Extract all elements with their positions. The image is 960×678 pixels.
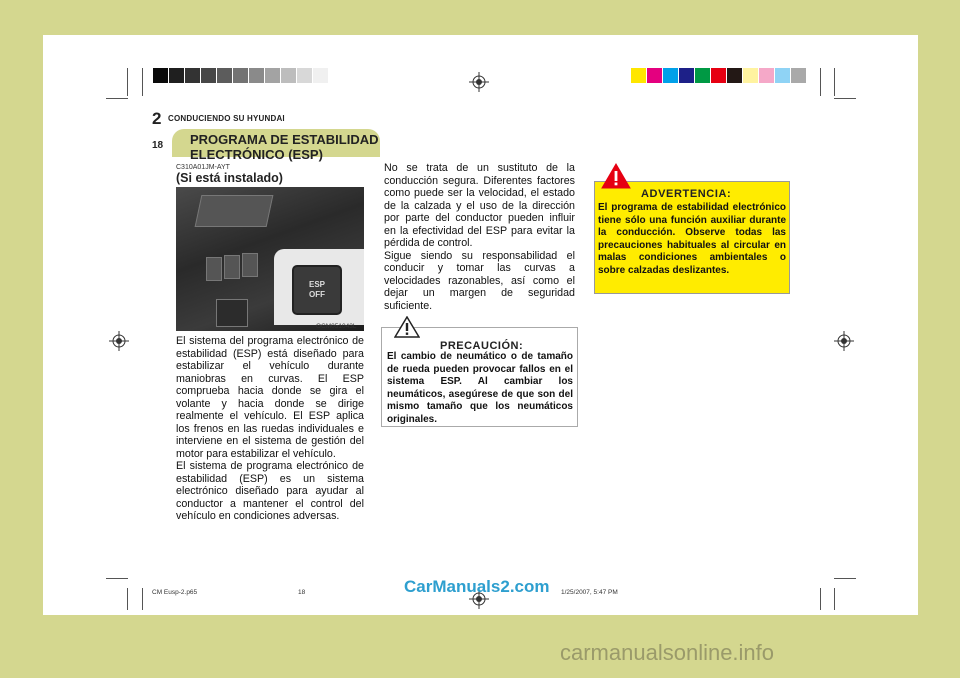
registration-target-icon: [469, 72, 489, 92]
esp-off-button: [292, 265, 342, 315]
page-number: 18: [152, 140, 164, 151]
caution-triangle-icon: [394, 316, 420, 338]
off-button-label: OFF: [308, 290, 325, 299]
crop-mark: [834, 68, 835, 96]
crop-mark: [106, 578, 128, 579]
color-swatch: [647, 68, 662, 83]
registration-target-icon: [834, 331, 854, 351]
gray-swatch: [313, 68, 328, 83]
section-code: C310A01JM-AYT: [176, 164, 230, 171]
column1-text: [176, 335, 364, 523]
color-swatch: [759, 68, 774, 83]
crop-mark: [106, 98, 128, 99]
crop-mark: [127, 68, 128, 96]
color-swatch: [727, 68, 742, 83]
color-swatch: [775, 68, 790, 83]
watermark-carmanualsonline: carmanualsonline.info: [560, 640, 775, 665]
paragraph: No se trata de un sustituto de la conducción segura. Diferentes factores como puede ser la velocidad, el estado de la calzada y el uso de la dirección por parte del conductor pueden influir en la efectividad del ESP para evitar la pérdida de control.: [384, 162, 575, 249]
chapter-title: CONDUCIENDO SU HYUNDAI: [168, 114, 285, 123]
warning-text: El programa de estabilidad electrónico tiene sólo una función auxiliar durante la conducción. Observe todas las precauciones habituales al circular en malas condiciones ambientales o sobre calzadas deslizantes.: [598, 202, 786, 276]
crop-mark: [834, 98, 856, 99]
gray-swatch: [297, 68, 312, 83]
section-subtitle: (Si está instalado): [176, 171, 283, 185]
crop-mark: [834, 578, 856, 579]
crop-mark: [127, 588, 128, 610]
section-title: PROGRAMA DE ESTABILIDAD ELECTRÓNICO (ESP): [190, 132, 379, 162]
crop-mark: [834, 588, 835, 610]
crop-mark: [820, 588, 821, 610]
gray-swatch: [185, 68, 200, 83]
warning-title: ADVERTENCIA:: [641, 188, 732, 200]
color-swatch: [663, 68, 678, 83]
esp-button-label: ESP: [308, 280, 325, 289]
crop-mark: [142, 588, 143, 610]
caution-title: PRECAUCIÓN:: [440, 340, 524, 352]
footer-file: CM Eusp-2.p65: [152, 589, 198, 596]
switch-blank: [224, 255, 240, 279]
paragraph: Sigue siendo su responsabilidad el conducir y tomar las curvas a velocidades razonables, así como el dejar un margen de seguridad suficiente.: [384, 249, 575, 312]
figure-code: OCM051043L: [316, 323, 357, 330]
paragraph: El sistema del programa electrónico de estabilidad (ESP) está diseñado para estabilizar el vehículo durante maniobras en curvas. El ESP comprueba hacia donde se gira el volante y hacia donde se dirige realmente el vehículo. El ESP aplica los frenos en las ruedas individuales e interviene en el sistema de gestión del motor para estabilizar el vehículo.: [176, 335, 364, 460]
pedal: [216, 299, 248, 327]
gray-swatch: [281, 68, 296, 83]
color-swatch: [743, 68, 758, 83]
color-swatch: [679, 68, 694, 83]
caution-text: El cambio de neumático o de tamaño de rueda pueden provocar fallos en el sistema ESP. Al cambiar los neumáticos, asegúrese de que son del mismo tamaño que los neumáticos originales.: [387, 351, 573, 425]
gray-swatch: [249, 68, 264, 83]
color-swatch: [791, 68, 806, 83]
esp-switch-photo: [176, 187, 364, 331]
watermark-carmanuals2: CarManuals2.com: [404, 577, 550, 596]
gray-swatch: [201, 68, 216, 83]
caution-box: [381, 327, 578, 427]
paragraph: El sistema de programa electrónico de estabilidad (ESP) es un sistema electrónico diseñado para ayudar al conductor a mantener el control del vehículo en condiciones adversas.: [176, 460, 364, 522]
footer-timestamp: 1/25/2007, 5:47 PM: [561, 589, 618, 596]
switch-blank: [206, 257, 222, 281]
color-swatch: [695, 68, 710, 83]
color-swatch: [631, 68, 646, 83]
gray-swatch: [169, 68, 184, 83]
gray-swatch: [153, 68, 168, 83]
gray-swatch: [265, 68, 280, 83]
column2-text: [384, 162, 575, 312]
crop-mark: [820, 68, 821, 96]
chapter-number: 2: [152, 109, 162, 128]
warning-box: [594, 181, 790, 294]
gray-swatch: [233, 68, 248, 83]
switch-blank: [242, 253, 258, 277]
dashboard-vent: [195, 195, 274, 227]
footer-page: 18: [298, 589, 306, 596]
crop-mark: [142, 68, 143, 96]
registration-target-icon: [109, 331, 129, 351]
color-swatch: [711, 68, 726, 83]
gray-swatch: [217, 68, 232, 83]
warning-triangle-icon: [601, 163, 631, 189]
